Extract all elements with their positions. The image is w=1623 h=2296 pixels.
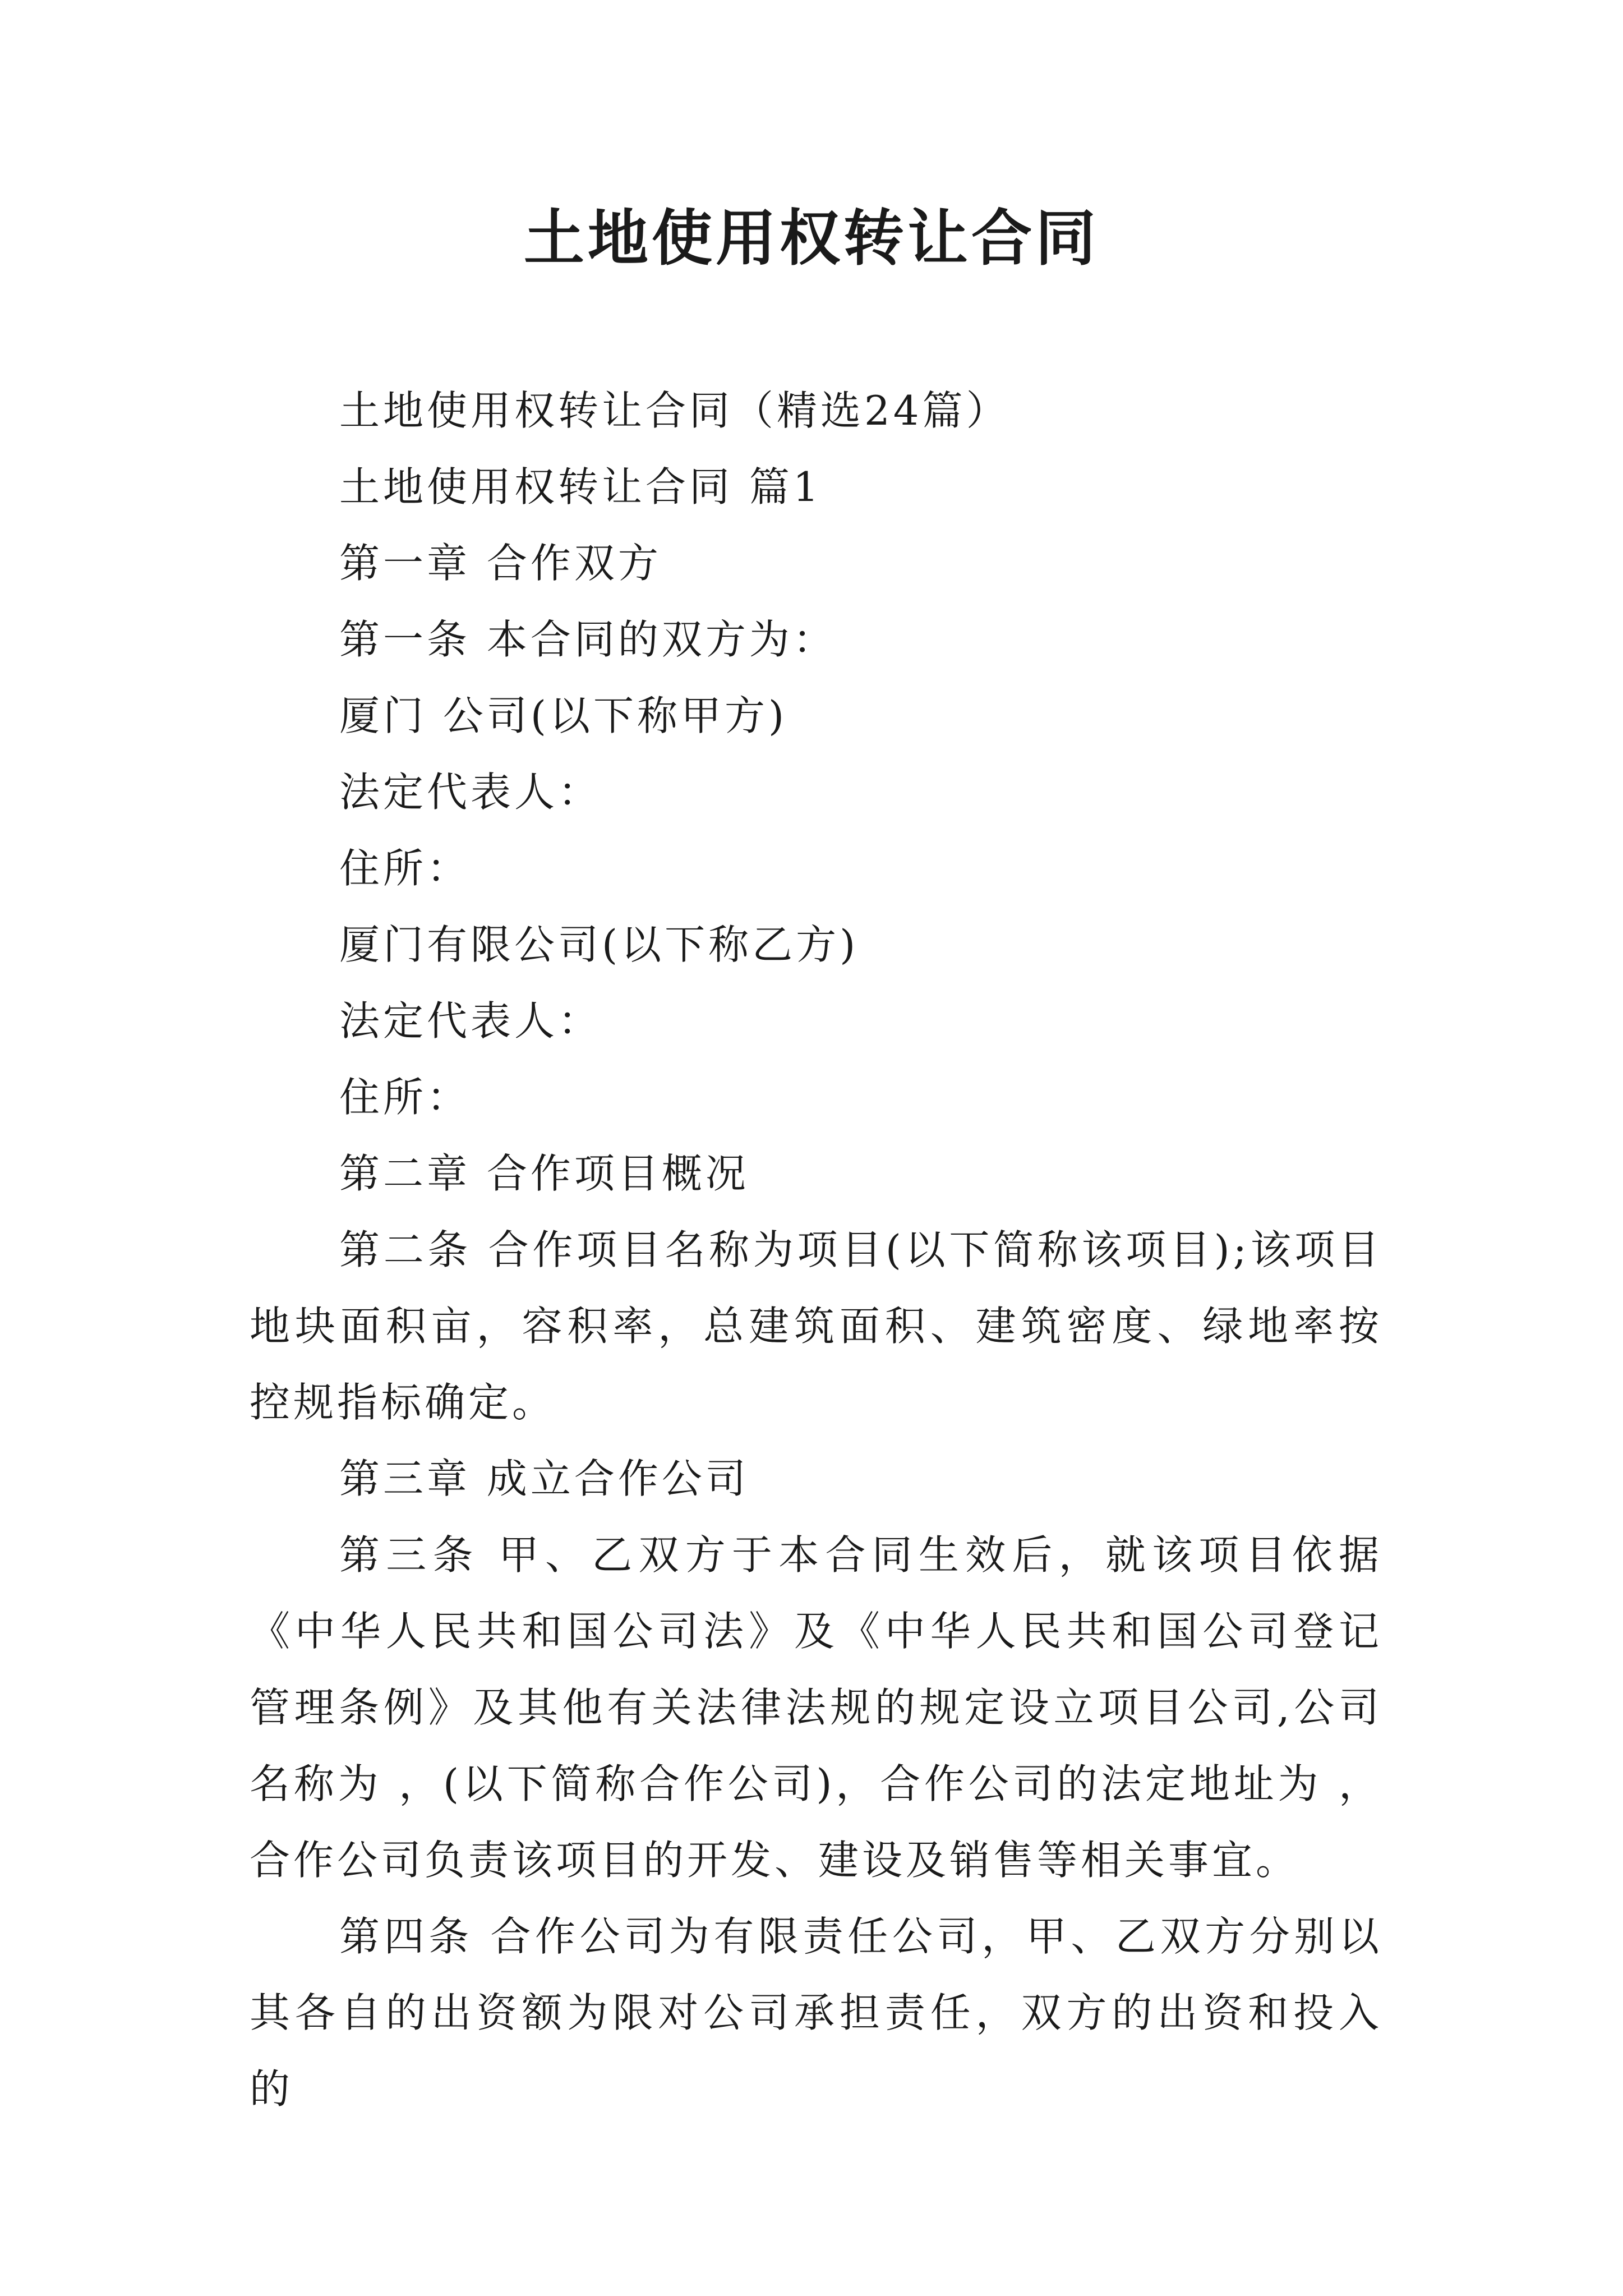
address-line: 住所： — [339, 1074, 471, 1121]
address-line: 住所： — [339, 845, 471, 892]
party-a-line: 厦门 公司(以下称甲方) — [339, 692, 788, 739]
legal-rep-line: 法定代表人： — [339, 769, 602, 816]
chapter-heading: 第一章 合作双方 — [339, 540, 662, 587]
party-b-line: 厦门有限公司(以下称乙方) — [339, 921, 859, 968]
article-paragraph: 第二条 合作项目名称为项目(以下简称该项目);该项目地块面积亩，容积率，总建筑面积、建筑密度、绿地率按控规指标确定。 — [250, 1226, 1382, 1426]
document-body — [250, 372, 1382, 2127]
section-heading: 土地使用权转让合同 篇1 — [339, 463, 822, 510]
chapter-heading: 第二章 合作项目概况 — [339, 1150, 749, 1197]
chapter-heading: 第三章 成立合作公司 — [339, 1455, 749, 1502]
legal-rep-line: 法定代表人： — [339, 997, 602, 1045]
document-title: 土地使用权转让合同 — [523, 203, 1099, 274]
subtitle-line: 土地使用权转让合同（精选24篇） — [339, 387, 1010, 434]
article-line: 第一条 本合同的双方为： — [339, 616, 837, 663]
article-paragraph: 第三条 甲、乙双方于本合同生效后，就该项目依据《中华人民共和国公司法》及《中华人民共和国公司登记管理条例》及其他有关法律法规的规定设立项目公司,公司名称为 ，(以下简称合作公司)，合作公司的法定地址为 ，合作公司负责该项目的开发、建设及销售等相关事宜。 — [250, 1531, 1382, 1884]
article-paragraph: 第四条 合作公司为有限责任公司，甲、乙双方分别以其各自的出资额为限对公司承担责任，双方的出资和投入的 — [250, 1913, 1382, 2113]
